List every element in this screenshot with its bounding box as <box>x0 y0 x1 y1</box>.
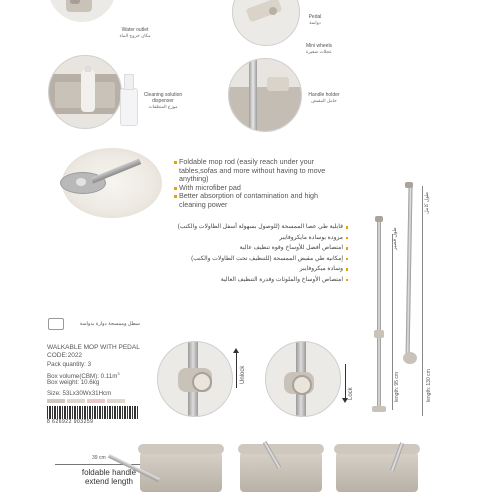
unlock-arrow <box>236 352 237 388</box>
length-folded-line <box>392 234 393 410</box>
handle-open-tip <box>405 182 413 188</box>
water-outlet-label: Water outlet <box>121 27 149 33</box>
benefit-ar-item: مزودة بوسادة مايكروفايبر <box>158 233 348 244</box>
water-outlet-photo <box>48 0 116 22</box>
mini-wheels-label: Mini wheels <box>305 43 333 49</box>
box-volume-text: Box volume(CBM): 0.11m <box>47 373 118 381</box>
dispenser-bottle <box>120 88 138 126</box>
lock-photo <box>265 341 341 417</box>
handle-folded <box>377 220 381 410</box>
benefit-en-item: Foldable mop rod (easily reach under your tables,sofas and more without having to move anything) <box>174 158 344 184</box>
bucket-2 <box>240 450 322 492</box>
length-folded-ar: طول قصير <box>392 227 398 250</box>
handle-holder-caption <box>302 92 346 104</box>
handle-open-joint <box>403 352 417 364</box>
pack-quantity: Pack quantity: 3 <box>47 361 92 368</box>
pedal-label-ar: دواسة <box>309 20 321 25</box>
color-swatches <box>47 399 137 404</box>
length-open-line <box>422 186 423 416</box>
product-code: CODE:2022 <box>47 352 83 359</box>
handle-holder-photo <box>228 58 302 132</box>
unlock-photo <box>157 341 233 417</box>
benefit-en-item: Better absorption of contamination and high cleaning power <box>174 192 344 209</box>
length-open-label: length: 130 cm <box>426 369 432 402</box>
lock-arrow <box>345 364 346 400</box>
benefit-ar-item: قابلية طي عصا الممسحة (للوصول بسهولة أسفل الطاولات والكنب) <box>158 222 348 233</box>
mini-wheels-caption <box>297 43 341 55</box>
length-folded-label: length: 95 cm <box>394 371 400 402</box>
product-ar: سطل وممسحة دوارة بدواسة <box>79 321 140 327</box>
handle-holder-label: Handle holder <box>308 92 340 98</box>
benefit-en-item: With microfiber pad <box>174 184 344 193</box>
mop-head-photo <box>50 142 168 222</box>
lock-label: Lock <box>348 387 354 400</box>
width-dimension-label: 39 cm <box>92 455 106 461</box>
box-size: Size: 53Lx30Wx31Hcm <box>47 390 112 397</box>
benefits-en <box>174 158 344 210</box>
water-outlet-caption <box>112 27 158 39</box>
cleaning-dispenser-label-ar: موزع المنظفات <box>148 104 178 109</box>
cleaning-dispenser-caption <box>140 92 186 110</box>
bucket-2-lid <box>238 444 324 454</box>
benefits-ar <box>158 222 348 285</box>
barcode-number: 8 626922 903259 <box>47 419 139 425</box>
benefit-ar-item: امتصاص الأوساخ والملوثات وقدرة التنظيف العالية <box>158 275 348 286</box>
pedal-label: Pedal <box>308 14 322 20</box>
bucket-3 <box>336 450 418 492</box>
product-name: WALKABLE MOP WITH PEDAL <box>47 344 140 351</box>
pedal-photo <box>232 0 300 46</box>
box-volume-sup: 3 <box>117 371 120 376</box>
handle-folded-base <box>372 406 386 412</box>
cleaning-dispenser-label: Cleaning solution dispenser <box>143 92 183 104</box>
unlock-label: Unlock <box>240 365 246 384</box>
handle-open <box>405 186 412 362</box>
handle-folded-joint <box>374 330 384 338</box>
length-open-ar: طول كامل <box>424 192 430 214</box>
dispenser-pump <box>124 74 134 90</box>
handle-folded-tip <box>375 216 383 222</box>
bucket-1-lid <box>138 444 224 454</box>
benefit-ar-item: إمكانية طي مقبض الممسحة (للتنظيف تحت الطاولات والكنب) <box>158 254 348 265</box>
unlock-arrowhead <box>233 348 239 353</box>
cleaning-dispenser-photo <box>48 55 122 129</box>
extend-length-label: extend length <box>84 477 134 486</box>
bucket-3-lid <box>334 444 420 454</box>
handle-holder-label-ar: حامل المقبض <box>311 98 337 103</box>
foldable-handle-label: foldable handle <box>81 468 137 477</box>
benefit-ar-item: وسادة ميكروفايبر <box>158 264 348 275</box>
barcode <box>47 406 139 420</box>
mini-wheels-label-ar: عجلات صغيرة <box>306 49 332 54</box>
pedal-caption <box>300 14 330 26</box>
water-outlet-label-ar: مكان خروج الماء <box>119 33 151 38</box>
foldable-handle-caption <box>64 468 154 486</box>
box-weight: Box weight: 10.6kg <box>47 379 100 386</box>
benefit-ar-item: امتصاص أفضل للأوساخ وقوة تنظيف عالية <box>158 243 348 254</box>
